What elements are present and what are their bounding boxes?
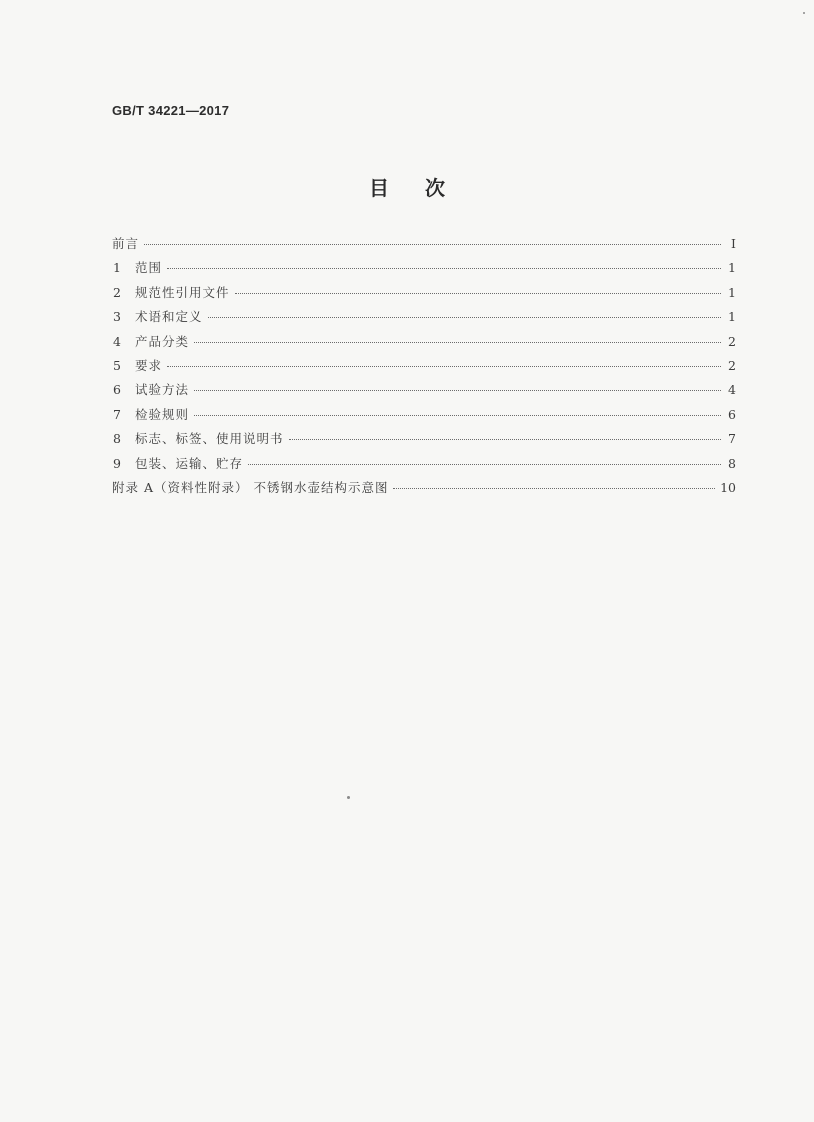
toc-label: 前言 — [112, 236, 140, 251]
toc-leader-dots — [393, 488, 715, 489]
toc-leader-dots — [194, 342, 721, 343]
toc-page-number: 7 — [728, 431, 736, 447]
toc-leader-dots — [167, 366, 721, 367]
toc-label: 产品分类 — [135, 333, 190, 349]
toc-entry-8[interactable] — [112, 429, 736, 453]
toc-label: 检验规则 — [135, 406, 190, 422]
title-char-2: 次 — [425, 176, 445, 200]
toc-entry-3[interactable] — [112, 307, 736, 331]
standard-code: GB/T 34221—2017 — [112, 103, 230, 118]
toc-number: 4 — [113, 333, 121, 349]
toc-number: 8 — [113, 431, 121, 447]
toc-page-number: 10 — [720, 479, 736, 495]
toc-label: 术语和定义 — [135, 309, 203, 325]
toc-number: 2 — [113, 284, 121, 300]
toc-label: 附录 A（资料性附录） 不锈钢水壶结构示意图 — [112, 479, 389, 495]
toc-page-number: 8 — [728, 455, 736, 471]
toc-page-number: 2 — [728, 333, 736, 349]
toc-entry-annex-a[interactable] — [112, 478, 736, 502]
toc-entry-foreword[interactable] — [112, 234, 736, 258]
toc-entry-5[interactable] — [112, 356, 736, 380]
toc-label: 标志、标签、使用说明书 — [135, 431, 284, 447]
toc-number: 7 — [113, 406, 121, 422]
scan-speck — [803, 12, 805, 14]
toc-leader-dots — [235, 293, 721, 294]
toc-page-number: 1 — [728, 260, 736, 276]
title-char-1: 目 — [369, 176, 389, 200]
scan-speck — [347, 796, 350, 799]
toc-number: 3 — [113, 309, 121, 325]
toc-page-number: 6 — [728, 406, 736, 422]
toc-number: 6 — [113, 382, 121, 398]
toc-leader-dots — [194, 415, 721, 416]
toc-page-number: I — [731, 236, 736, 251]
toc-entry-1[interactable] — [112, 258, 736, 282]
toc-leader-dots — [208, 317, 721, 318]
toc-label: 包装、运输、贮存 — [135, 455, 244, 471]
toc-leader-dots — [248, 464, 721, 465]
toc-label: 范围 — [135, 260, 163, 276]
toc-entry-4[interactable] — [112, 332, 736, 356]
toc-page-number: 1 — [728, 284, 736, 300]
toc-number: 5 — [113, 357, 121, 373]
toc-number: 9 — [113, 455, 121, 471]
toc-page-number: 1 — [728, 309, 736, 325]
table-of-contents — [112, 234, 736, 502]
toc-entry-9[interactable] — [112, 454, 736, 478]
toc-leader-dots — [194, 390, 721, 391]
toc-number: 1 — [113, 260, 121, 276]
toc-label: 试验方法 — [135, 382, 190, 398]
toc-entry-2[interactable] — [112, 283, 736, 307]
toc-label: 规范性引用文件 — [135, 284, 230, 300]
toc-page-number: 4 — [728, 382, 736, 398]
toc-leader-dots — [289, 439, 721, 440]
toc-entry-6[interactable] — [112, 380, 736, 404]
toc-label: 要求 — [135, 357, 163, 373]
toc-page-number: 2 — [728, 357, 736, 373]
toc-leader-dots — [167, 268, 721, 269]
toc-entry-7[interactable] — [112, 405, 736, 429]
toc-leader-dots — [144, 244, 721, 245]
page-title — [0, 172, 814, 201]
